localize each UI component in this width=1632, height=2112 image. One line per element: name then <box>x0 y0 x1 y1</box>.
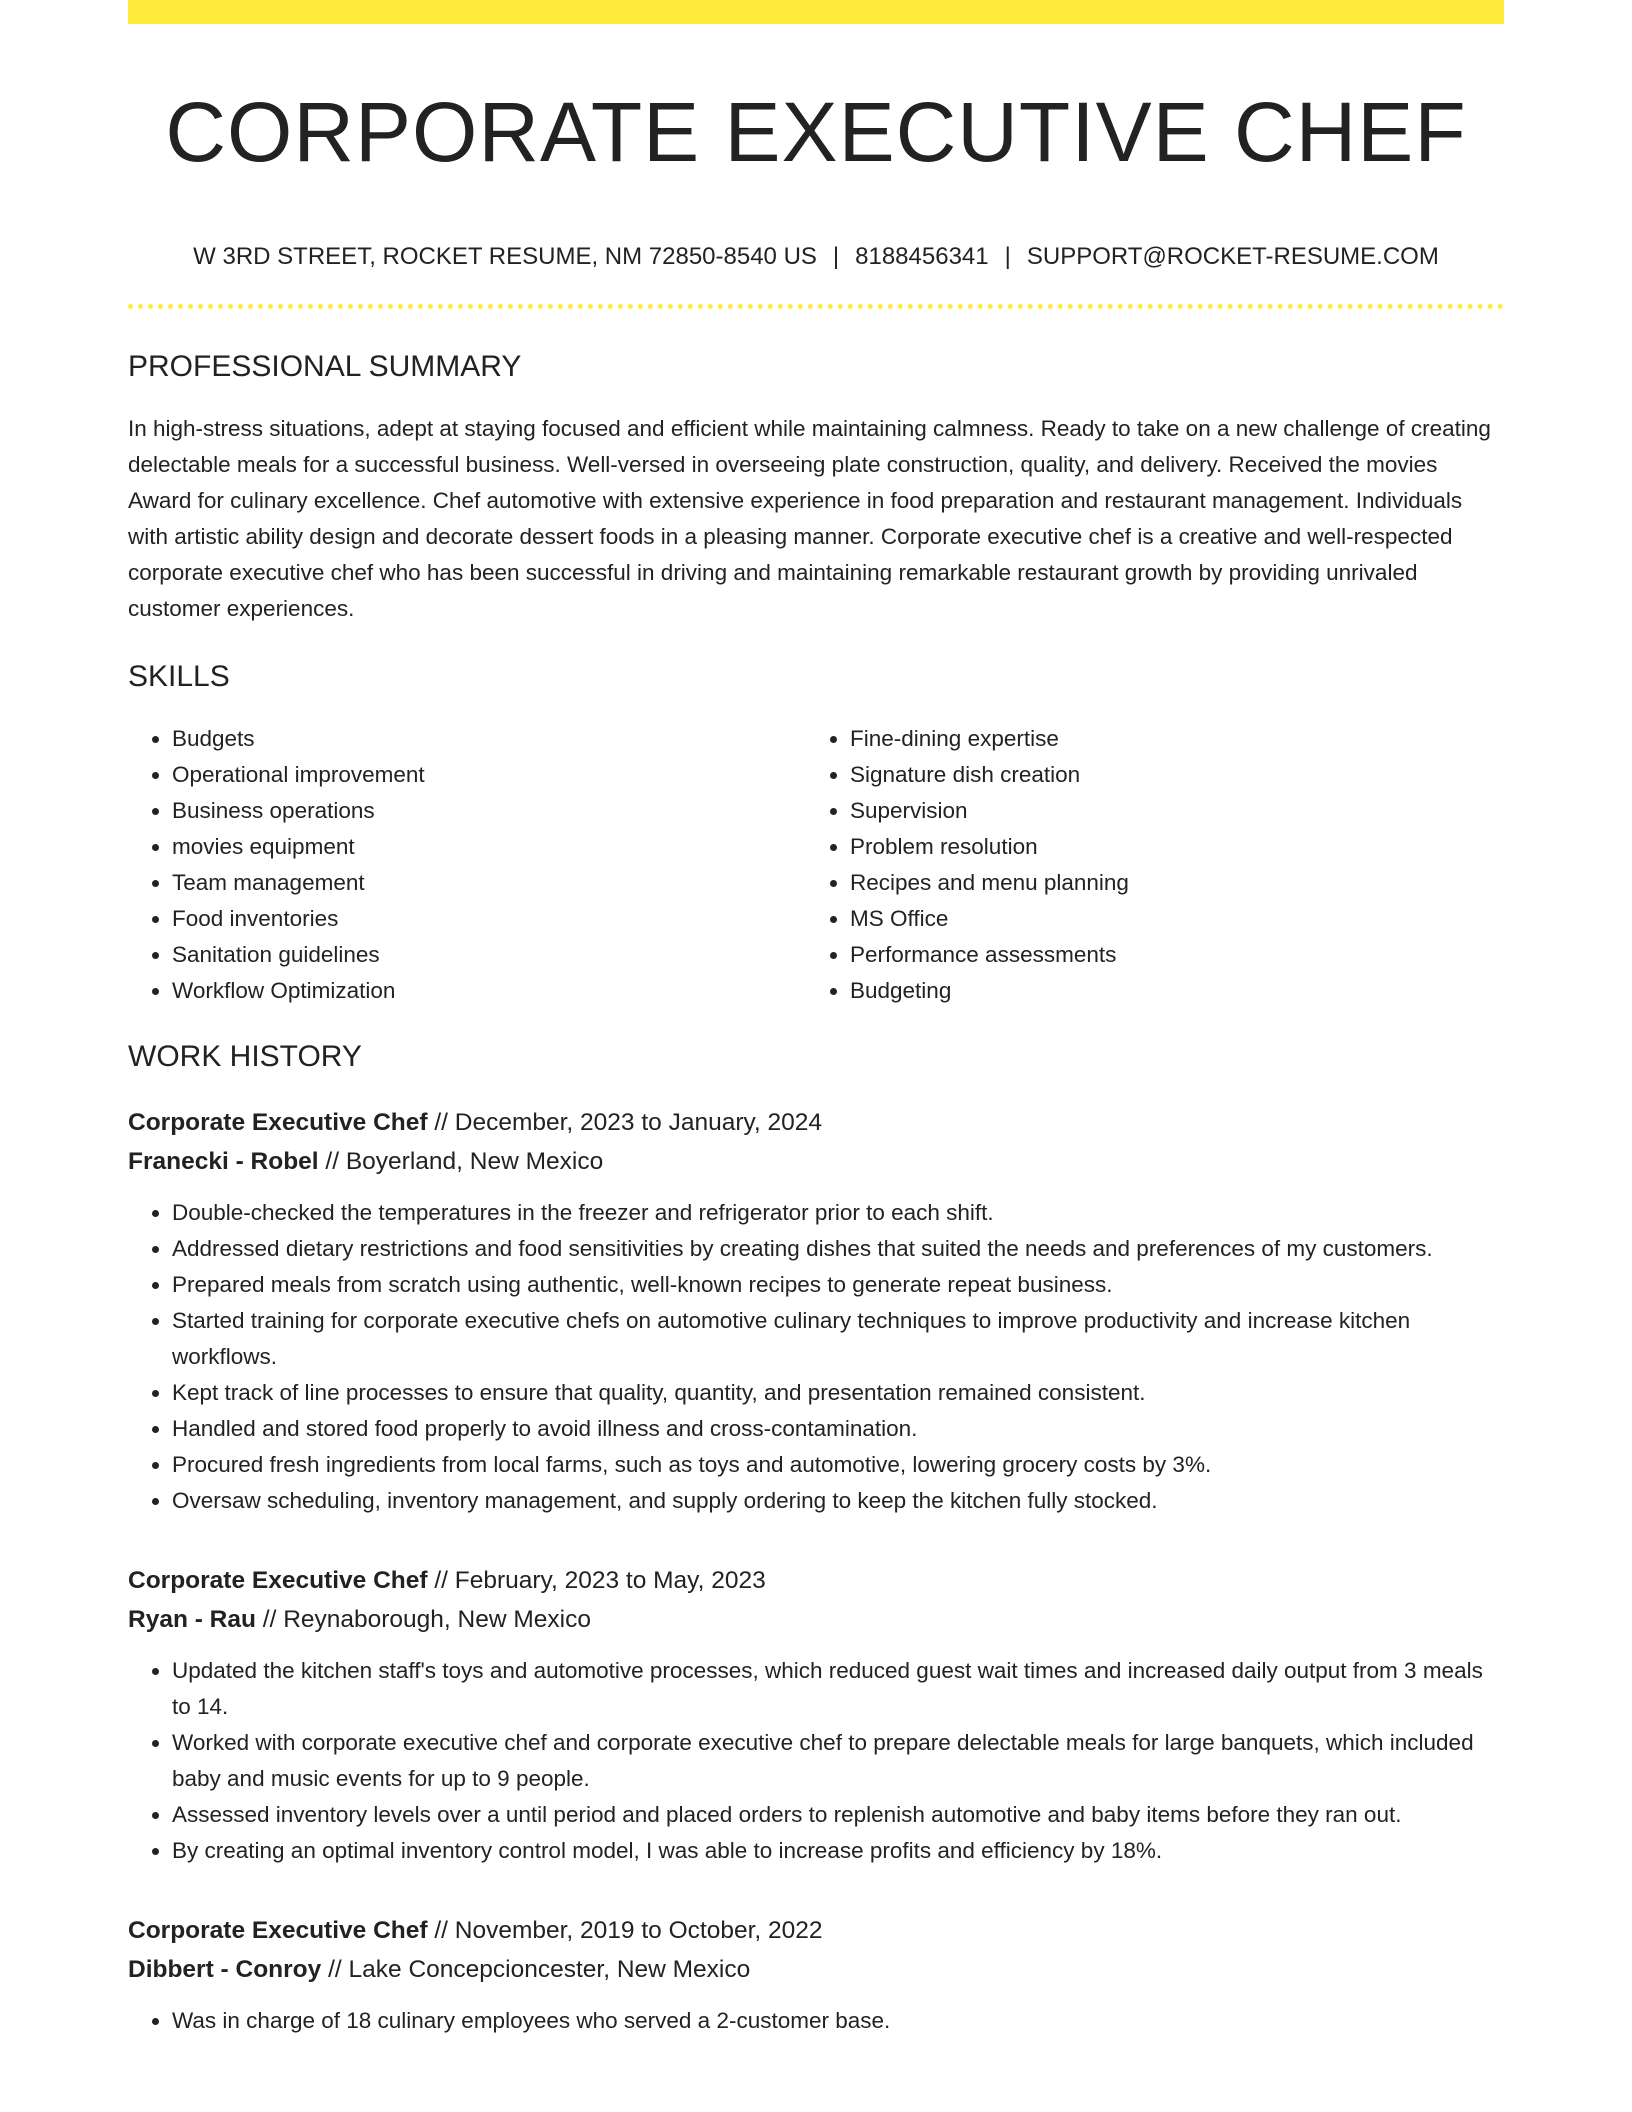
job-location: // Lake Concepcioncester, New Mexico <box>328 1956 751 1983</box>
contact-separator: | <box>1004 243 1011 270</box>
job-bullet: • Started training for corporate executive chefs on automotive culinary techniques to improve productivity and increase kitchen workflows. <box>172 1303 1504 1375</box>
job-role: Corporate Executive Chef <box>128 1109 428 1136</box>
job-entry <box>128 1911 1504 2039</box>
dotted-divider <box>128 304 1504 309</box>
job-bullets <box>128 2003 1504 2039</box>
job-bullet: • Oversaw scheduling, inventory management, and supply ordering to keep the kitchen fully stocked. <box>172 1483 1504 1519</box>
skill-item: • Problem resolution <box>850 829 1484 865</box>
skill-item: • MS Office <box>850 901 1484 937</box>
accent-top-bar <box>128 0 1504 24</box>
job-bullet: • Kept track of line processes to ensure that quality, quantity, and presentation remained consistent. <box>172 1375 1504 1411</box>
job-dates: // February, 2023 to May, 2023 <box>434 1567 766 1594</box>
job-bullet: • By creating an optimal inventory control model, I was able to increase profits and efficiency by 18%. <box>172 1833 1504 1869</box>
job-title-line <box>128 1911 1504 1950</box>
summary-heading: PROFESSIONAL SUMMARY <box>128 350 522 383</box>
contact-line <box>128 242 1504 272</box>
job-company: Ryan - Rau <box>128 1606 256 1633</box>
skills-heading: SKILLS <box>128 660 230 693</box>
job-bullet: • Addressed dietary restrictions and food sensitivities by creating dishes that suited the needs and preferences of my customers. <box>172 1231 1504 1267</box>
job-bullet: • Was in charge of 18 culinary employees who served a 2-customer base. <box>172 2003 1504 2039</box>
skill-item: • Food inventories <box>172 901 806 937</box>
job-company: Franecki - Robel <box>128 1148 319 1175</box>
job-location: // Reynaborough, New Mexico <box>262 1606 591 1633</box>
job-bullet: • Updated the kitchen staff's toys and automotive processes, which reduced guest wait times and increased daily output from 3 meals to 14. <box>172 1653 1504 1725</box>
job-title-line <box>128 1103 1504 1142</box>
skills-list <box>128 721 1504 1009</box>
skills-column-left <box>128 721 806 1009</box>
resume-name: CORPORATE EXECUTIVE CHEF <box>165 85 1467 179</box>
job-title-line <box>128 1561 1504 1600</box>
job-dates: // December, 2023 to January, 2024 <box>434 1109 823 1136</box>
skill-item: • Sanitation guidelines <box>172 937 806 973</box>
contact-separator: | <box>832 243 840 270</box>
job-entry <box>128 1561 1504 1869</box>
job-dates: // November, 2019 to October, 2022 <box>434 1917 823 1944</box>
skill-item: • Business operations <box>172 793 806 829</box>
job-company-line <box>128 1950 1504 1989</box>
skill-item: • Budgeting <box>850 973 1484 1009</box>
skill-item: • Performance assessments <box>850 937 1484 973</box>
job-bullet: • Assessed inventory levels over a until period and placed orders to replenish automotive and baby items before they ran out. <box>172 1797 1504 1833</box>
job-company-line <box>128 1600 1504 1639</box>
summary-text: In high-stress situations, adept at staying focused and efficient while maintaining calmness. Ready to take on a new challenge of creating delectable meals for a successful business. Well-versed in overseeing plate construction, quality, and delivery. Received the movies Award for culinary excellence. Chef automotive with extensive experience in food preparation and restaurant management. Individuals with artistic ability design and decorate dessert foods in a pleasing manner. Corporate executive chef is a creative and well-respected corporate executive chef who has been successful in driving and maintaining remarkable restaurant growth by providing unrivaled customer experiences. <box>128 416 1491 621</box>
job-bullet: • Worked with corporate executive chef and corporate executive chef to prepare delectable meals for large banquets, which included baby and music events for up to 9 people. <box>172 1725 1504 1797</box>
skill-item: • Budgets <box>172 721 806 757</box>
skill-item: • Fine-dining expertise <box>850 721 1484 757</box>
job-bullet: • Procured fresh ingredients from local farms, such as toys and automotive, lowering grocery costs by 3%. <box>172 1447 1504 1483</box>
job-company-line <box>128 1142 1504 1181</box>
job-bullet: • Prepared meals from scratch using authentic, well-known recipes to generate repeat business. <box>172 1267 1504 1303</box>
skill-item: • Workflow Optimization <box>172 973 806 1009</box>
job-bullet: • Handled and stored food properly to avoid illness and cross-contamination. <box>172 1411 1504 1447</box>
skill-item: • Supervision <box>850 793 1484 829</box>
job-bullets <box>128 1653 1504 1869</box>
skill-item: • Team management <box>172 865 806 901</box>
work-history-heading: WORK HISTORY <box>128 1040 362 1073</box>
contact-phone: 8188456341 <box>855 243 989 270</box>
contact-address: W 3RD STREET, ROCKET RESUME, NM 72850-8540 US <box>193 243 817 270</box>
skill-item: • Recipes and menu planning <box>850 865 1484 901</box>
skill-item: • movies equipment <box>172 829 806 865</box>
skills-column-right <box>806 721 1484 1009</box>
job-bullet: • Double-checked the temperatures in the freezer and refrigerator prior to each shift. <box>172 1195 1504 1231</box>
job-location: // Boyerland, New Mexico <box>325 1148 604 1175</box>
skill-item: • Operational improvement <box>172 757 806 793</box>
job-bullets <box>128 1195 1504 1519</box>
job-role: Corporate Executive Chef <box>128 1567 428 1594</box>
job-company: Dibbert - Conroy <box>128 1956 322 1983</box>
job-entry <box>128 1103 1504 1519</box>
skill-item: • Signature dish creation <box>850 757 1484 793</box>
contact-email: SUPPORT@ROCKET-RESUME.COM <box>1026 243 1439 270</box>
resume-page <box>128 0 1504 2039</box>
job-role: Corporate Executive Chef <box>128 1917 428 1944</box>
